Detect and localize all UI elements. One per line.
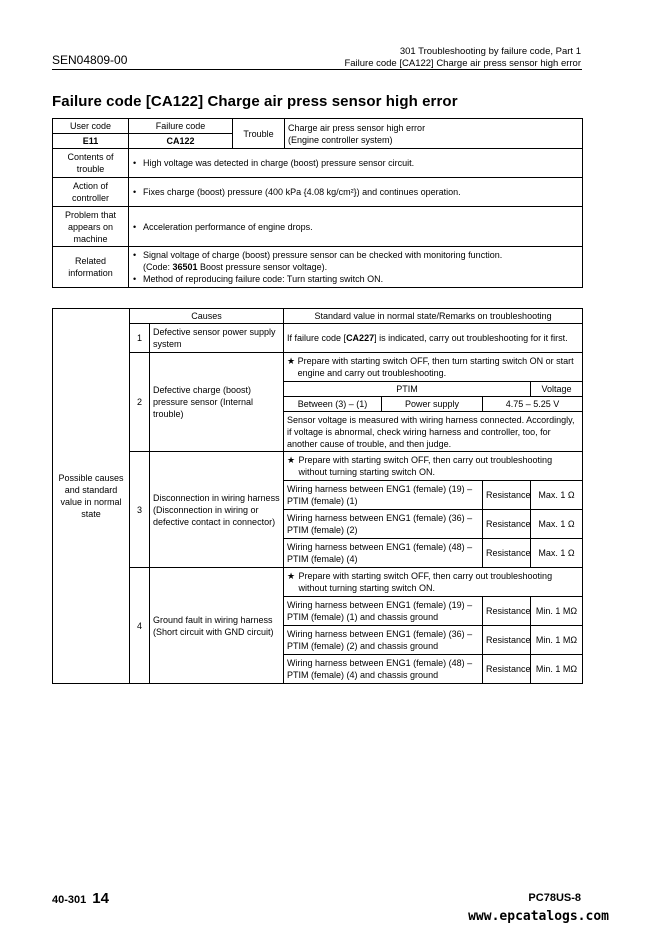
cause-text: Ground fault in wiring harness (Short circuit with GND circuit) [150,568,284,684]
trouble-line-1: Charge air press sensor high error [288,122,426,133]
check-item: Resistance [483,481,531,510]
monitoring-code: 36501 [172,262,198,272]
header-rule [52,69,582,70]
preparation-note: ★ Prepare with starting switch OFF, then carry out troubleshooting without turning starting switch ON. [284,452,583,481]
cause-number: 2 [130,353,150,452]
row-text: High voltage was detected in charge (boost) pressure sensor circuit. [143,158,415,168]
row-text-action [129,178,583,207]
harness-description: Wiring harness between ENG1 (female) (19) – PTIM (female) (1) [284,481,483,510]
star-icon: ★ [287,356,296,366]
check-value: Max. 1 Ω [531,481,583,510]
trouble-line-2: (Engine controller system) [288,134,393,145]
row-label-related: Related information [53,247,129,288]
cause-number: 3 [130,452,150,568]
subsection-title: Failure code [CA122] Charge air press sensor high error [344,57,581,69]
check-value: Max. 1 Ω [531,539,583,568]
failure-code-reference: CA227 [346,333,375,343]
related-line-2: (Code: 36501 Boost pressure sensor voltage). [143,262,328,272]
page-title: Failure code [CA122] Charge air press sensor high error [52,93,458,110]
user-code-label: User code [53,119,129,134]
bullet-icon: • [133,250,137,260]
page-footer-left [52,889,109,909]
row-label-action: Action of controller [53,178,129,207]
cause-number: 4 [130,568,150,684]
measurement-note: Sensor voltage is measured with wiring harness connected. Accordingly, if voltage is abnormal, check wiring harness and controller, too, for another cause of trouble, and then judge. [284,412,583,452]
failure-code-label: Failure code [129,119,233,134]
cause-text: Defective sensor power supply system [150,324,284,353]
row-text-problem [129,207,583,247]
check-item: Resistance [483,539,531,568]
standard-column-header: Standard value in normal state/Remarks on troubleshooting [284,309,583,324]
bullet-icon: • [133,274,137,284]
voltage-value: 4.75 – 5.25 V [483,397,583,412]
check-value: Min. 1 MΩ [531,626,583,655]
failure-code-value: CA122 [129,134,233,149]
related-line-3: Method of reproducing failure code: Turn starting switch ON. [143,274,384,284]
check-item: Resistance [483,597,531,626]
bullet-icon: • [133,221,137,232]
row-text-contents [129,149,583,178]
cause-text: Disconnection in wiring harness (Disconnection in wiring or defective contact in connector) [150,452,284,568]
document-code: SEN04809-00 [52,53,128,67]
harness-description: Wiring harness between ENG1 (female) (48) – PTIM (female) (4) and chassis ground [284,655,483,684]
bullet-icon: • [133,158,137,168]
cause-1-remark: If failure code [CA227] is indicated, carry out troubleshooting for it first. [284,324,583,353]
check-value: Min. 1 MΩ [531,597,583,626]
measurement-points: Between (3) – (1) Power supply [284,397,483,412]
preparation-note: ★ Prepare with starting switch OFF, then turn starting switch ON or start engine and carry out troubleshooting. [284,353,583,382]
check-value: Max. 1 Ω [531,510,583,539]
harness-description: Wiring harness between ENG1 (female) (19) – PTIM (female) (1) and chassis ground [284,597,483,626]
causes-table [52,308,583,684]
harness-description: Wiring harness between ENG1 (female) (36) – PTIM (female) (2) [284,510,483,539]
running-header [344,46,581,70]
star-icon: ★ [287,571,296,581]
row-text-related [129,247,583,288]
failure-info-table [52,118,583,288]
row-label-problem: Problem that appears on machine [53,207,129,247]
harness-description: Wiring harness between ENG1 (female) (36) – PTIM (female) (2) and chassis ground [284,626,483,655]
ptim-header: PTIM [284,382,531,397]
row-text: Acceleration performance of engine drops. [143,221,313,232]
page-number: 14 [92,890,109,907]
section-title: 301 Troubleshooting by failure code, Part 1 [399,46,581,57]
related-line-1: Signal voltage of charge (boost) pressure sensor can be checked with monitoring function. [143,250,503,260]
star-icon: ★ [287,455,296,465]
check-item: Resistance [483,626,531,655]
check-item: Resistance [483,510,531,539]
causes-column-header: Causes [130,309,284,324]
check-item: Resistance [483,655,531,684]
row-label-contents: Contents of trouble [53,149,129,178]
harness-description: Wiring harness between ENG1 (female) (48) – PTIM (female) (4) [284,539,483,568]
watermark: www.epcatalogs.com [468,909,609,924]
causes-side-label: Possible causes and standard value in normal state [53,309,130,684]
check-value: Min. 1 MΩ [531,655,583,684]
user-code-value: E11 [53,134,129,149]
model-name: PC78US-8 [528,892,581,904]
preparation-note: ★ Prepare with starting switch OFF, then carry out troubleshooting without turning starting switch ON. [284,568,583,597]
cause-text: Defective charge (boost) pressure sensor (Internal trouble) [150,353,284,452]
cause-number: 1 [130,324,150,353]
row-text: Fixes charge (boost) pressure (400 kPa {4.08 kg/cm²}) and continues operation. [143,187,461,197]
voltage-header: Voltage [531,382,583,397]
bullet-icon: • [133,187,137,197]
section-code: 40-301 [52,894,87,906]
trouble-label: Trouble [233,119,285,149]
trouble-description [285,119,583,149]
